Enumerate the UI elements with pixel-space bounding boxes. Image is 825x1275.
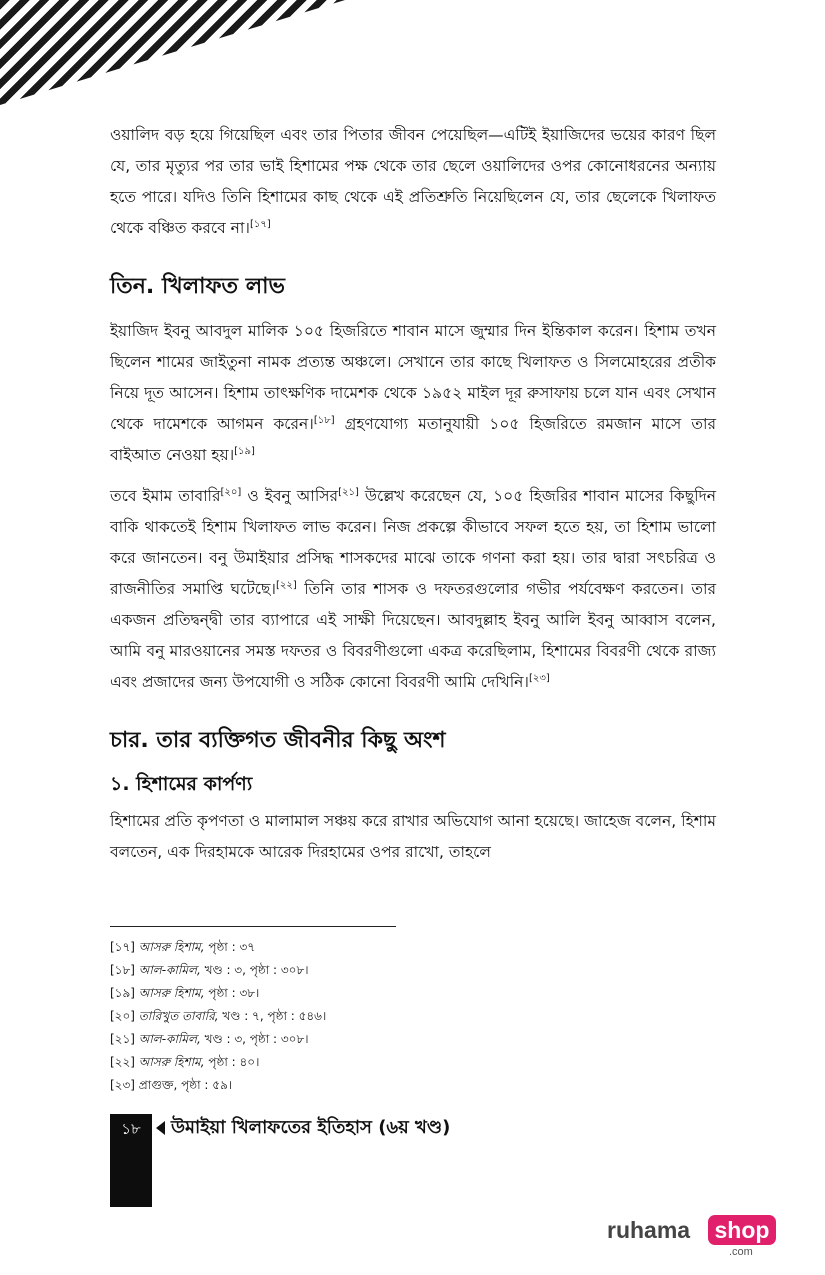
footnote-ref-20[interactable]: [২০] — [220, 486, 242, 498]
triangle-left-icon — [156, 1121, 165, 1135]
footnote-ref-17[interactable]: [১৭] — [249, 218, 271, 230]
footnote-divider — [110, 926, 396, 927]
footnote-ref-18[interactable]: [১৮] — [313, 414, 335, 426]
footnote-item: [১৯] আসরু হিশাম, পৃষ্ঠা : ৩৮। — [110, 986, 260, 1000]
footnote-ref-21[interactable]: [২১] — [338, 486, 359, 498]
footnote-item: [১৭] আসরু হিশাম, পৃষ্ঠা : ৩৭ — [110, 940, 256, 954]
footnote-item: [২০] তারিখুত তাবারি, খণ্ড : ৭, পৃষ্ঠা : ৫৪৬। — [110, 1009, 327, 1023]
footnote-ref-23[interactable]: [২৩] — [528, 672, 550, 684]
page-body — [110, 120, 716, 868]
watermark-logo — [607, 1213, 777, 1263]
footnote-ref-22[interactable]: [২২] — [275, 579, 297, 591]
paragraph-miserliness: হিশামের প্রতি কৃপণতা ও মালামাল সঞ্চয় করে রাখার অভিযোগ আনা হয়েছে। জাহেজ বলেন, হিশাম বলতেন, এক দিরহামকে আরেক দিরহামের ওপর রাখো, তাহলে — [110, 812, 716, 861]
footnote-item: [২৩] প্রাগুক্ত, পৃষ্ঠা : ৫৯। — [110, 1078, 233, 1092]
page-number: ১৮ — [121, 1120, 141, 1138]
footnote-ref-19[interactable]: [১৯] — [234, 445, 255, 457]
footnote-item: [২১] আল-কামিল, খণ্ড : ৩, পৃষ্ঠা : ৩০৮। — [110, 1032, 309, 1046]
watermark-text: ruhama — [607, 1217, 691, 1243]
paragraph-intro: ওয়ালিদ বড় হয়ে গিয়েছিল এবং তার পিতার জীবন পেয়েছিল—এটিই ইয়াজিদের ভয়ের কারণ ছিল যে, তার মৃত্যুর পর তার ভাই হিশামের পক্ষ থেকে তার ছেলে ওয়ালিদের ওপর কোনোধরনের অন্যায় হতে পারে। যদিও তিনি হিশামের কাছ থেকে এই প্রতিশ্রুতি নিয়েছিলেন যে, তার ছেলেকে খিলাফত থেকে বঞ্চিত করবে না।[১৭] — [110, 126, 716, 237]
section-heading-three: তিন. খিলাফত লাভ — [110, 274, 285, 299]
footnotes-list — [110, 936, 610, 1097]
subsection-heading-miserliness: ১. হিশামের কার্পণ্য — [110, 773, 253, 795]
watermark-badge: shop — [708, 1215, 776, 1245]
section-heading-four: চার. তার ব্যক্তিগত জীবনীর কিছু অংশ — [110, 728, 446, 753]
paragraph-caliphate-2: তবে ইমাম তাবারি[২০] ও ইবনু আসির[২১] উল্লেখ করেছেন যে, ১০৫ হিজরির শাবান মাসের কিছুদিন বাকি থাকতেই হিশাম খিলাফত লাভ করেন। নিজ প্রকল্পে কীভাবে সফল হতে হয়, তা হিশাম ভালো করে জানতেন। বনু উমাইয়ার প্রসিদ্ধ শাসকদের মাঝে তাকে গণনা করা হয়। তার দ্বারা সৎচরিত্র ও রাজনীতির সমাপ্তি ঘটেছে।[২২] তিনি তার শাসক ও দফতরগুলোর গভীর পর্যবেক্ষণ করতেন। তার একজন প্রতিদ্বন্দ্বী তার ব্যাপারে এই সাক্ষী দিয়েছেন। আবদুল্লাহ ইবনু আলি ইবনু আব্বাস বলেন, আমি বনু মারওয়ানের সমস্ত দফতর ও বিবরণীগুলো একত্র করেছিলাম, হিশামের বিবরণী থেকে রাজ্য এবং প্রজাদের জন্য উপযোগী ও সঠিক কোনো বিবরণী আমি দেখিনি।[২৩] — [110, 486, 716, 691]
running-book-title: উমাইয়া খিলাফতের ইতিহাস (৬য় খণ্ড) — [171, 1117, 451, 1138]
footnote-item: [১৮] আল-কামিল, খণ্ড : ৩, পৃষ্ঠা : ৩০৮। — [110, 963, 309, 977]
decorative-stripes — [0, 0, 345, 105]
watermark-domain: .com — [729, 1246, 753, 1258]
footnote-item: [২২] আসরু হিশাম, পৃষ্ঠা : ৪০। — [110, 1055, 260, 1069]
paragraph-caliphate-1: ইয়াজিদ ইবনু আবদুল মালিক ১০৫ হিজরিতে শাবান মাসে জুম্মার দিন ইন্তিকাল করেন। হিশাম তখন ছিলেন শামের জাইতুনা নামক প্রত্যন্ত অঞ্চলে। সেখানে তার কাছে খিলাফত ও সিলমোহরের প্রতীক নিয়ে দূত আসেন। হিশাম তাৎক্ষণিক দামেশক থেকে ১৯৫২ মাইল দূর রুসাফায় চলে যান এবং সেখান থেকে দামেশকে আগমন করেন।[১৮] গ্রহণযোগ্য মতানুযায়ী ১০৫ হিজরিতে রমজান মাসে তার বাইআত নেওয়া হয়।[১৯] — [110, 322, 716, 464]
